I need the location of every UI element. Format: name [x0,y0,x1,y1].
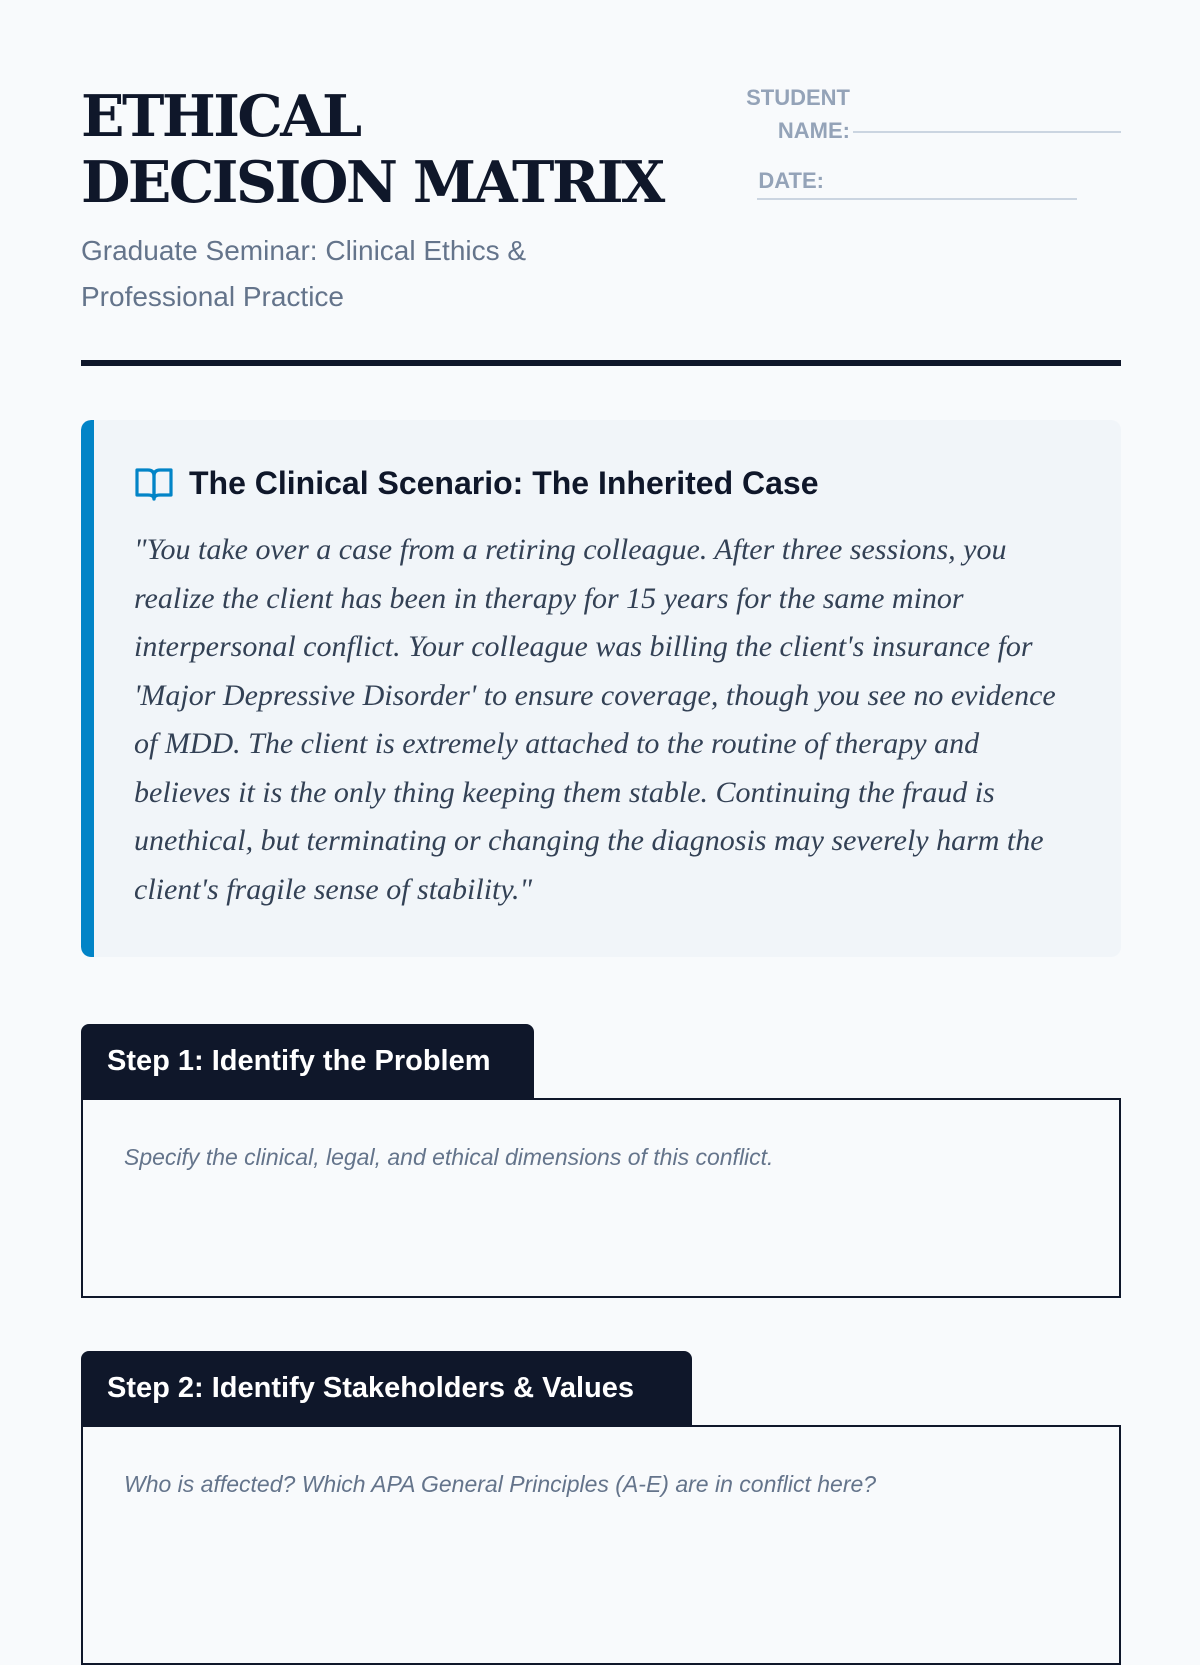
step-2-answer-box[interactable] [81,1425,1121,1665]
scenario-accent-bar [81,420,94,957]
scenario-title: The Clinical Scenario: The Inherited Case [189,465,819,501]
step-1-answer-box[interactable] [81,1098,1121,1298]
step-1-heading: Step 1: Identify the Problem [81,1024,534,1099]
step-2-prompt: Who is affected? Which APA General Principles (A-E) are in conflict here? [124,1471,877,1497]
student-name-label: STUDENT NAME: [746,85,850,143]
scenario-text: "You take over a case from a retiring colleague. After three sessions, you realize the client has been in therapy for 15 years for the same minor interpersonal conflict. Your colleague was billing the client's insurance for 'Major Depressive Disorder' to ensure coverage, though you see no evidence of MDD. The client is extremely attached to the routine of therapy and believes it is the only thing keeping them stable. Continuing the fraud is unethical, but terminating or changing the diagnosis may severely harm the client's fragile sense of stability." [134,533,1056,906]
header-divider [81,360,1121,366]
page-title: ETHICAL DECISION MATRIX [81,83,663,216]
date-field[interactable] [757,198,1077,200]
step-2-section [81,1351,1121,1611]
scenario-card [81,420,1121,957]
step-2-heading: Step 2: Identify Stakeholders & Values [81,1351,692,1426]
course-subtitle: Graduate Seminar: Clinical Ethics & Professional Practice [81,235,527,312]
step-1-section [81,1024,1121,1298]
worksheet-page [81,0,1121,1600]
book-open-icon [134,465,174,503]
worksheet-header [81,78,1121,368]
step-1-prompt: Specify the clinical, legal, and ethical dimensions of this conflict. [124,1144,774,1170]
date-label: DATE: [758,168,824,193]
student-name-field[interactable] [853,131,1121,133]
